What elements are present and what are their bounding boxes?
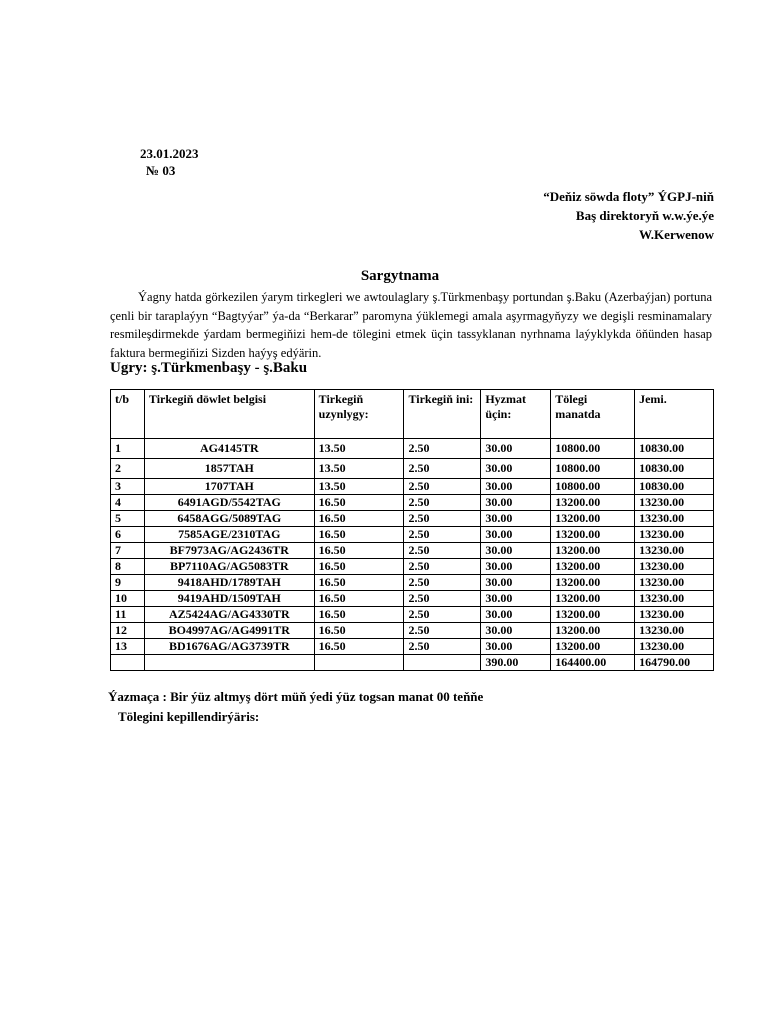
trailer-width: 2.50 — [404, 591, 481, 607]
plate-number: 6491AGD/5542TAG — [144, 495, 314, 511]
service-fee: 30.00 — [481, 543, 551, 559]
row-number: 5 — [111, 511, 145, 527]
letter-date: 23.01.2023 — [140, 146, 199, 161]
trailer-length: 16.50 — [314, 495, 404, 511]
plate-number: AG4145TR — [144, 439, 314, 459]
payment-amount: 13200.00 — [551, 623, 635, 639]
table-row — [111, 607, 714, 623]
header-service: Hyzmat üçin: — [481, 390, 551, 439]
plate-number: 9418AHD/1789TAH — [144, 575, 314, 591]
amount-in-words: Ýazmaça : Bir ýüz altmyş dört müň ýedi ýüz togsan manat 00 teňňe — [108, 689, 484, 704]
service-fee: 30.00 — [481, 623, 551, 639]
table-row — [111, 511, 714, 527]
payment-amount: 13200.00 — [551, 639, 635, 655]
table-row — [111, 639, 714, 655]
header-number: t/b — [111, 390, 145, 439]
table-row — [111, 543, 714, 559]
header-plate: Tirkegiň döwlet belgisi — [144, 390, 314, 439]
trailer-length: 16.50 — [314, 527, 404, 543]
totals-total: 164790.00 — [635, 655, 714, 671]
row-total: 13230.00 — [635, 511, 714, 527]
trailer-length: 16.50 — [314, 607, 404, 623]
service-fee: 30.00 — [481, 495, 551, 511]
totals-empty-cell — [314, 655, 404, 671]
trailer-length: 16.50 — [314, 511, 404, 527]
table-row — [111, 527, 714, 543]
trailer-width: 2.50 — [404, 527, 481, 543]
trailer-width: 2.50 — [404, 639, 481, 655]
row-number: 3 — [111, 479, 145, 495]
row-number: 6 — [111, 527, 145, 543]
payment-amount: 13200.00 — [551, 495, 635, 511]
row-number: 1 — [111, 439, 145, 459]
table-body — [111, 439, 714, 655]
addressee-position: Baş direktoryň w.w.ýe.ýe — [575, 208, 714, 223]
trailer-width: 2.50 — [404, 439, 481, 459]
totals-row — [111, 655, 714, 671]
row-number: 12 — [111, 623, 145, 639]
totals-empty-cell — [111, 655, 145, 671]
row-number: 13 — [111, 639, 145, 655]
trailer-length: 13.50 — [314, 459, 404, 479]
plate-number: 7585AGE/2310TAG — [144, 527, 314, 543]
row-number: 11 — [111, 607, 145, 623]
addressee-block — [543, 187, 714, 244]
table-row — [111, 623, 714, 639]
table-header-row — [111, 390, 714, 439]
payment-amount: 13200.00 — [551, 543, 635, 559]
plate-number: AZ5424AG/AG4330TR — [144, 607, 314, 623]
row-number: 4 — [111, 495, 145, 511]
plate-number: 1857TAH — [144, 459, 314, 479]
table-row — [111, 439, 714, 459]
plate-number: 9419AHD/1509TAH — [144, 591, 314, 607]
cargo-table — [110, 389, 714, 671]
payment-amount: 13200.00 — [551, 607, 635, 623]
plate-number: 1707TAH — [144, 479, 314, 495]
payment-amount: 13200.00 — [551, 559, 635, 575]
service-fee: 30.00 — [481, 511, 551, 527]
header-width: Tirkegiň ini: — [404, 390, 481, 439]
row-total: 13230.00 — [635, 527, 714, 543]
table-row — [111, 559, 714, 575]
trailer-width: 2.50 — [404, 623, 481, 639]
service-fee: 30.00 — [481, 607, 551, 623]
row-total: 10830.00 — [635, 439, 714, 459]
row-total: 13230.00 — [635, 575, 714, 591]
trailer-width: 2.50 — [404, 559, 481, 575]
payment-amount: 10800.00 — [551, 459, 635, 479]
totals-empty-cell — [404, 655, 481, 671]
row-total: 10830.00 — [635, 479, 714, 495]
row-number: 8 — [111, 559, 145, 575]
totals-empty-cell — [144, 655, 314, 671]
row-number: 7 — [111, 543, 145, 559]
trailer-width: 2.50 — [404, 479, 481, 495]
trailer-length: 16.50 — [314, 623, 404, 639]
table-row — [111, 575, 714, 591]
document-title: Sargytnama — [360, 268, 440, 284]
trailer-length: 13.50 — [314, 439, 404, 459]
row-total: 13230.00 — [635, 559, 714, 575]
plate-number: BD1676AG/AG3739TR — [144, 639, 314, 655]
service-fee: 30.00 — [481, 459, 551, 479]
trailer-length: 16.50 — [314, 575, 404, 591]
trailer-length: 16.50 — [314, 591, 404, 607]
plate-number: BF7973AG/AG2436TR — [144, 543, 314, 559]
plate-number: 6458AGG/5089TAG — [144, 511, 314, 527]
row-number: 9 — [111, 575, 145, 591]
date-block — [140, 145, 199, 179]
trailer-length: 16.50 — [314, 559, 404, 575]
addressee-company: “Deňiz söwda floty” ÝGPJ-niň — [543, 189, 714, 204]
service-fee: 30.00 — [481, 639, 551, 655]
totals-payment: 164400.00 — [551, 655, 635, 671]
row-total: 13230.00 — [635, 543, 714, 559]
service-fee: 30.00 — [481, 575, 551, 591]
table-row — [111, 591, 714, 607]
trailer-length: 16.50 — [314, 543, 404, 559]
service-fee: 30.00 — [481, 527, 551, 543]
row-total: 13230.00 — [635, 623, 714, 639]
table-row — [111, 495, 714, 511]
service-fee: 30.00 — [481, 479, 551, 495]
trailer-width: 2.50 — [404, 495, 481, 511]
body-paragraph: Ýagny hatda görkezilen ýarym tirkegleri we awtoulaglary ş.Türkmenbaşy portundan ş.Baku (Azerbaýjan) portuna çenli bir taraplaýyn “Bagtyýar” ýa-da “Berkarar” paromyna ýüklemegi amala aşyrmagyňyzy we degişli resminamalary resmileşdirmekde ýardam bermegiňizi hem-de tölegini etmek üçin tassyklanan nyrhnama laýyklykda öňünden hasap faktura bermegiňizi Sizden haýyş edýärin. — [110, 290, 712, 360]
trailer-width: 2.50 — [404, 575, 481, 591]
service-fee: 30.00 — [481, 591, 551, 607]
trailer-length: 16.50 — [314, 639, 404, 655]
service-fee: 30.00 — [481, 439, 551, 459]
row-total: 13230.00 — [635, 607, 714, 623]
table-row — [111, 459, 714, 479]
header-payment: Tölegi manatda — [551, 390, 635, 439]
plate-number: BP7110AG/AG5083TR — [144, 559, 314, 575]
addressee-name: W.Kerwenow — [639, 227, 714, 242]
service-fee: 30.00 — [481, 559, 551, 575]
payment-amount: 13200.00 — [551, 575, 635, 591]
payment-amount: 13200.00 — [551, 527, 635, 543]
trailer-width: 2.50 — [404, 607, 481, 623]
trailer-width: 2.50 — [404, 459, 481, 479]
header-length: Tirkegiň uzynlygy: — [314, 390, 404, 439]
row-total: 13230.00 — [635, 591, 714, 607]
payment-guarantee: Tölegini kepillendirýäris: — [118, 709, 260, 724]
table-row — [111, 479, 714, 495]
payment-amount: 13200.00 — [551, 511, 635, 527]
row-total: 13230.00 — [635, 495, 714, 511]
trailer-width: 2.50 — [404, 511, 481, 527]
row-number: 2 — [111, 459, 145, 479]
trailer-width: 2.50 — [404, 543, 481, 559]
trailer-length: 13.50 — [314, 479, 404, 495]
row-total: 10830.00 — [635, 459, 714, 479]
row-total: 13230.00 — [635, 639, 714, 655]
payment-amount: 13200.00 — [551, 591, 635, 607]
route-heading: Ugry: ş.Türkmenbaşy - ş.Baku — [110, 360, 308, 376]
payment-amount: 10800.00 — [551, 479, 635, 495]
plate-number: BO4997AG/AG4991TR — [144, 623, 314, 639]
row-number: 10 — [111, 591, 145, 607]
header-total: Jemi. — [635, 390, 714, 439]
letter-number: № 03 — [146, 163, 176, 178]
totals-service: 390.00 — [481, 655, 551, 671]
payment-amount: 10800.00 — [551, 439, 635, 459]
